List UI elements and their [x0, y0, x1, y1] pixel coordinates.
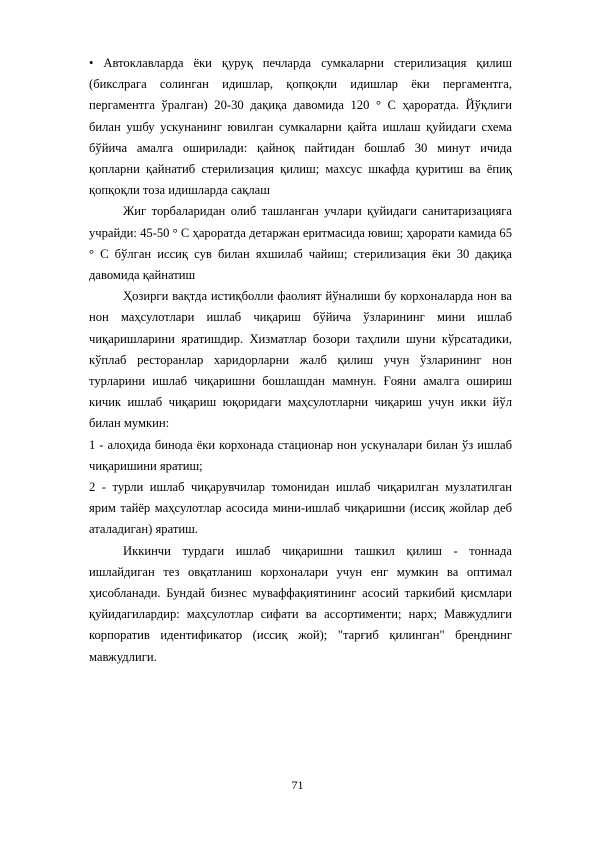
bullet-paragraph: • Автоклавларда ёки қуруқ печларда сумкаларни стерилизация қилиш (бикслрага солинган идишлар, қопқоқли идишлар ёки пергаментга, пергаментга ўралган) 20-30 дақиқа давомида 120 ° C ҳароратда. Йўқлиги билан ушбу ускунанинг ювилган сумкаларни қайта ишлаш қуйидаги схема бўйича амалга оширилади: қайноқ пайтидан бошлаб 30 минут ичида қопларни қайнатиб стерилизация қилиш; махсус шкафда қуритиш ва ёпиқ қопқоқли тоза идишларда сақлаш — [89, 56, 512, 198]
numbered-paragraph-2: 2 - турли ишлаб чиқарувчилар томонидан ишлаб чиқарилган музлатилган ярим тайёр маҳсулотлар асосида мини-ишлаб чиқаришни (иссиқ жойлар деб аталадиган) яратиш. — [89, 480, 512, 537]
paragraph: Иккинчи турдаги ишлаб чиқаришни ташкил қилиш - тоннада ишлайдиган тез овқатланиш корхоналари учун енг мумкин ва оптимал ҳисобланади. Бундай бизнес муваффақиятининг асосий таркибий қисмлари қуйидагилардир: маҳсулотлар сифати ва ассортименти; нарх; Мавжудлиги корпоратив идентификатор (иссиқ жой); "тарғиб қилинган" бренднинг мавжудлиги. — [89, 543, 512, 664]
numbered-paragraph-1: 1 - алоҳида бинода ёки корхонада стационар нон ускуналари билан ўз ишлаб чиқаришини яратиш; — [89, 437, 512, 473]
document-body — [89, 53, 512, 668]
paragraph: Жиг торбаларидан олиб ташланган учлари қуйидаги санитаризацияга учрайди: 45-50 ° C ҳароратда детаржан еритмасида ювиш; ҳарорати камида 65 ° C бўлган иссиқ сув билан яхшилаб чайиш; стерилизация ёки 30 дақиқа давомида қайнатиш — [89, 204, 512, 283]
page-number: 71 — [291, 778, 304, 792]
paragraph: Ҳозирги вақтда истиқболли фаолият йўналиши бу корхоналарда нон ва нон маҳсулотлари ишлаб чиқариш бўйича ўзларининг мини ишлаб чиқаришларини яратишдир. Хизматлар бозори таҳлили шуни кўрсатадики, кўплаб ресторанлар харидорларни жалб қилиш учун ўзларининг нон турларини ишлаб чиқаришни бошлашдан мамнун. Ғояни амалга ошириш кичик ишлаб чиқариш юқоридаги маҳсулотларни чиқариш учун икки йўл билан мумкин: — [89, 289, 512, 431]
